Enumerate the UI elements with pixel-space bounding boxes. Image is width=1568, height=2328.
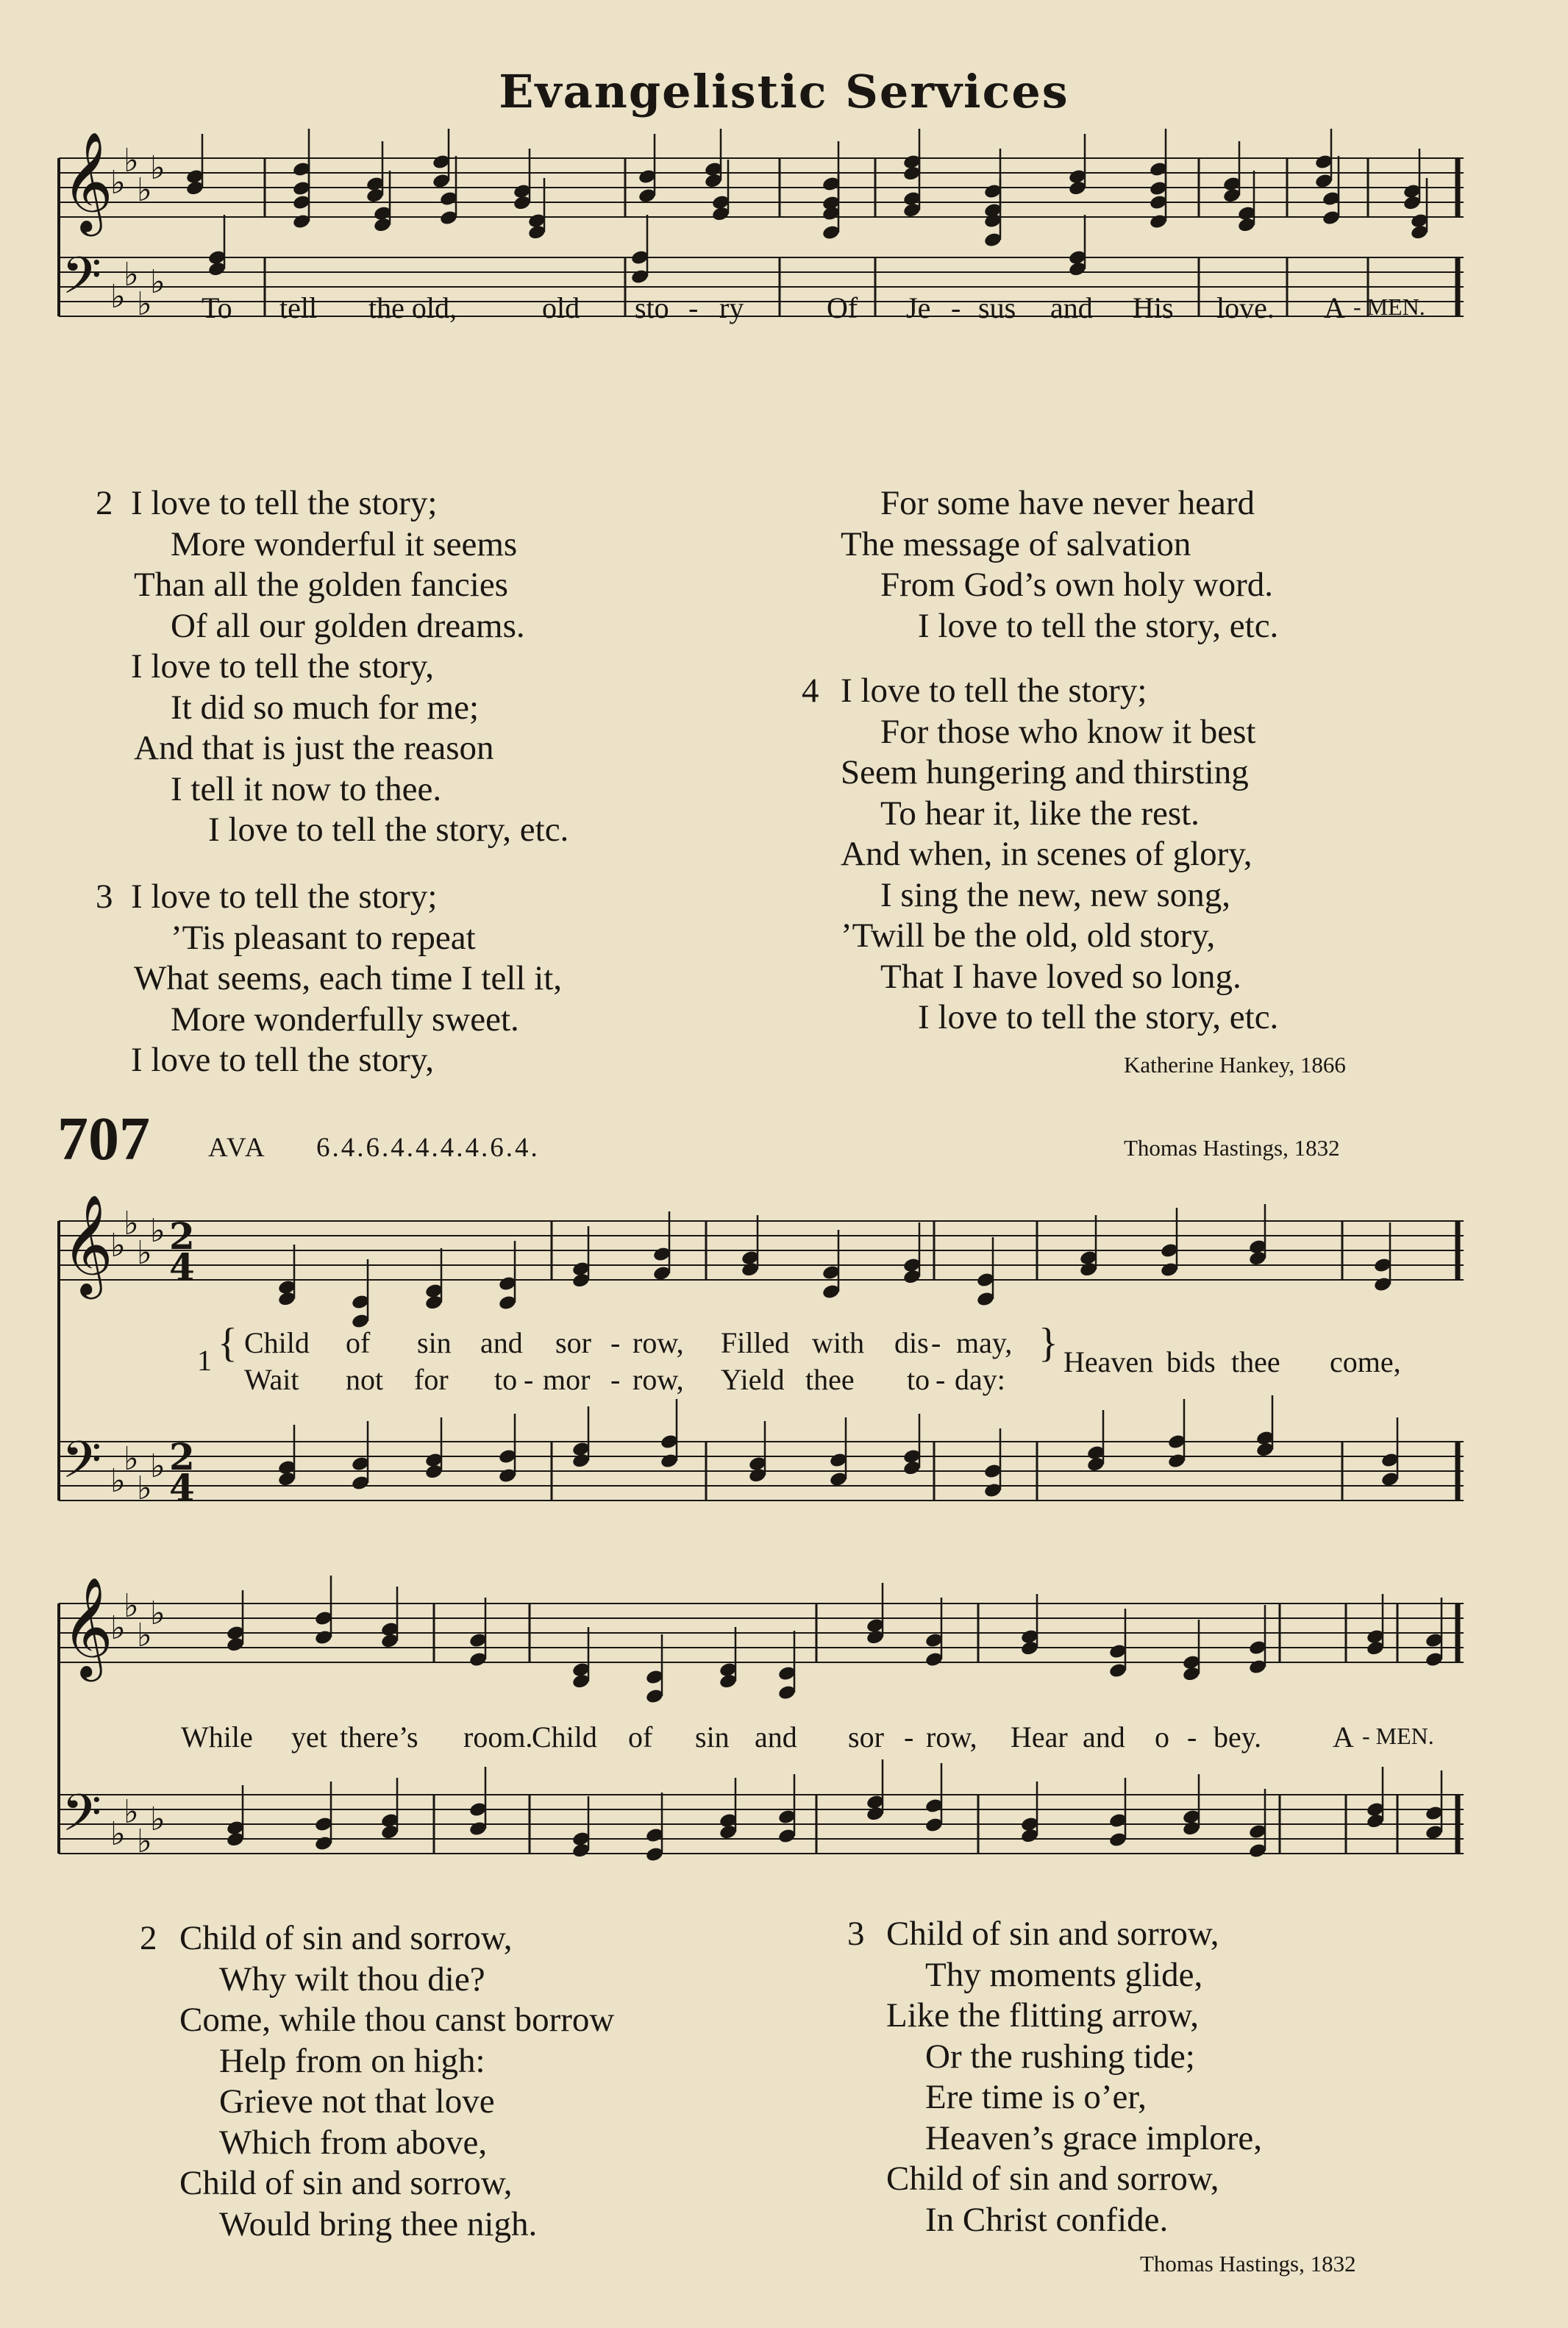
flat-glyph: ♭: [150, 1212, 165, 1250]
lyric-syllable: old: [542, 291, 580, 324]
hymn-706-verse-3-continued: [805, 483, 1278, 647]
flat-glyph: ♭: [137, 1617, 152, 1654]
lyric-syllable: love.: [1216, 291, 1275, 324]
flat-glyph: ♭: [150, 263, 165, 301]
verse-line: ’Tis pleasant to repeat: [171, 918, 476, 957]
flat-glyph: ♭: [150, 1448, 165, 1485]
verse-line: Than all the golden fancies: [134, 566, 508, 604]
verse-line: For those who know it best: [880, 712, 1256, 751]
flat-glyph: ♭: [150, 1595, 165, 1632]
lyric-syllable: Filled: [721, 1326, 790, 1359]
lyric-syllable: and: [755, 1720, 797, 1754]
bass-clef-glyph: 𝄢: [62, 246, 102, 318]
lyric-syllable: there’s: [340, 1720, 418, 1754]
hymn-707-verse-3: [847, 1914, 1262, 2240]
verse-refrain: I love to tell the story, etc.: [918, 606, 1279, 645]
verse-line: Child of sin and sorrow,: [886, 2160, 1219, 2198]
lyric-syllable: A: [1324, 291, 1345, 324]
lyric-syllable: A: [1333, 1720, 1354, 1754]
lyric-syllable: to: [907, 1363, 930, 1396]
left-brace-glyph: {: [218, 1320, 238, 1366]
verse-line: Thy moments glide,: [925, 1955, 1203, 1994]
lyric-syllable: - MEN.: [1353, 293, 1425, 320]
lyric-syllable: To: [202, 291, 232, 324]
lyric-syllable: come,: [1330, 1345, 1401, 1378]
flat-glyph: ♭: [137, 171, 152, 209]
flat-glyph: ♭: [124, 1587, 139, 1625]
lyric-syllable: -: [610, 1363, 621, 1396]
verse-number: 2: [96, 484, 113, 522]
verse-refrain: I love to tell the story, etc.: [208, 811, 569, 849]
flat-glyph: ♭: [124, 142, 139, 179]
lyric-syllable: may,: [956, 1326, 1013, 1359]
lyric-syllable: of: [628, 1720, 653, 1754]
verse-number: 2: [140, 1919, 157, 1957]
verse-line: I love to tell the story;: [131, 484, 438, 522]
verse-line: Seem hungering and thirsting: [841, 753, 1249, 791]
lyric-syllable: Je: [906, 291, 931, 324]
flat-glyph: ♭: [110, 164, 126, 202]
verse-line: From God’s own holy word.: [880, 566, 1273, 604]
lyric-syllable: not: [346, 1363, 384, 1396]
verse-line: Grieve not that love: [219, 2082, 495, 2121]
lyric-syllable: the old,: [368, 291, 457, 324]
lyric-syllable: room.: [463, 1720, 533, 1754]
verse-line: Like the flitting arrow,: [886, 1996, 1200, 2035]
lyric-syllable: bids: [1166, 1345, 1216, 1378]
bass-clef-glyph: 𝄢: [62, 1430, 102, 1502]
verse-line: I love to tell the story;: [131, 878, 438, 916]
lyric-syllable: Heaven: [1063, 1345, 1154, 1378]
lyric-syllable: While: [181, 1720, 253, 1754]
hymn-706-verse-4: [802, 671, 1278, 1039]
lyric-syllable: yet: [291, 1720, 327, 1754]
verse-line: Why wilt thou die?: [219, 1959, 485, 1998]
lyric-syllable: - MEN.: [1362, 1723, 1434, 1749]
lyric-syllable: sto: [635, 291, 669, 324]
tune-name: AVA: [208, 1133, 267, 1163]
flat-glyph: ♭: [137, 1823, 152, 1860]
lyric-syllable: ry: [719, 291, 744, 324]
verse-line: ’Twill be the old, old story,: [841, 916, 1216, 955]
lyric-syllable: for: [414, 1363, 449, 1396]
verse-line: Which from above,: [219, 2123, 488, 2162]
lyric-syllable: Child: [244, 1326, 310, 1359]
flat-glyph: ♭: [137, 1234, 152, 1272]
right-brace-glyph: }: [1038, 1320, 1058, 1366]
verse-line: I sing the new, new song,: [880, 875, 1231, 914]
time-signature-top: 2: [169, 1214, 195, 1258]
lyric-syllable: thee: [805, 1363, 855, 1396]
flat-glyph: ♭: [124, 256, 139, 293]
flat-glyph: ♭: [110, 1462, 126, 1500]
lyric-syllable: mor: [543, 1363, 591, 1396]
hymn-706-verse-2: [96, 483, 569, 851]
verse-line: That I have loved so long.: [880, 957, 1241, 996]
verse-line: The message of salvation: [841, 524, 1191, 563]
lyric-syllable: row,: [632, 1363, 684, 1396]
lyric-syllable: and: [1050, 291, 1093, 324]
lyric-syllable: -: [524, 1363, 534, 1396]
verse-number: 4: [802, 672, 819, 710]
verse-refrain: I love to tell the story, etc.: [918, 998, 1279, 1036]
composer: Thomas Hastings, 1832: [1124, 1135, 1340, 1161]
lyric-syllable: -: [951, 291, 961, 324]
verse-line: In Christ confide.: [925, 2200, 1169, 2239]
lyric-syllable: row,: [926, 1720, 977, 1754]
flat-glyph: ♭: [110, 278, 126, 316]
verse-line: Help from on high:: [219, 2041, 485, 2080]
verse-line: Child of sin and sorrow,: [179, 2164, 513, 2202]
verse-line: I love to tell the story;: [841, 672, 1147, 710]
time-signature-bottom: 4: [169, 1245, 195, 1289]
flat-glyph: ♭: [110, 1227, 126, 1264]
lyric-syllable: Hear: [1011, 1720, 1068, 1754]
verse-line: For some have never heard: [880, 484, 1255, 522]
lyric-syllable: to: [494, 1363, 518, 1396]
hymn-706-verse-3: [96, 877, 562, 1081]
lyric-syllable: day:: [955, 1363, 1005, 1396]
lyric-syllable: sor: [848, 1720, 884, 1754]
lyric-syllable: bey.: [1214, 1720, 1262, 1754]
flat-glyph: ♭: [110, 1609, 126, 1647]
hymn-number: 707: [57, 1105, 150, 1173]
flat-glyph: ♭: [150, 149, 165, 187]
lyric-syllable: -: [688, 291, 699, 324]
section-title: Evangelistic Services: [499, 65, 1069, 118]
verse-line: I love to tell the story,: [131, 1041, 435, 1079]
lyric-syllable: -: [931, 1326, 941, 1359]
verse-line: More wonderful it seems: [171, 524, 518, 563]
verse-line: Ere time is o’er,: [925, 2078, 1147, 2116]
verse-line: It did so much for me;: [171, 688, 480, 727]
lyric-syllable: and: [1083, 1720, 1125, 1754]
flat-glyph: ♭: [137, 1470, 152, 1507]
verse-line: Heaven’s grace implore,: [925, 2118, 1263, 2157]
flat-glyph: ♭: [124, 1205, 139, 1242]
verse-number: 1: [197, 1344, 212, 1377]
verse-line: I tell it now to thee.: [171, 769, 442, 808]
flat-glyph: ♭: [110, 1815, 126, 1853]
lyric-syllable: tell: [279, 291, 318, 324]
lyric-syllable: -: [904, 1720, 914, 1754]
time-signature-bottom: 4: [169, 1466, 195, 1509]
bass-clef-glyph: 𝄢: [62, 1783, 102, 1855]
lyric-syllable: of: [346, 1326, 371, 1359]
lyric-syllable: Wait: [244, 1363, 299, 1396]
lyric-syllable: -: [1187, 1720, 1197, 1754]
verse-line: To hear it, like the rest.: [880, 794, 1200, 833]
flat-glyph: ♭: [124, 1440, 139, 1478]
lyric-syllable: Child: [532, 1720, 597, 1754]
verse-line: What seems, each time I tell it,: [134, 959, 563, 997]
hymn-707-verse-2: [140, 1918, 614, 2245]
lyric-syllable: sor: [555, 1326, 591, 1359]
treble-clef-glyph: 𝄞: [62, 130, 113, 232]
lyric-syllable: Of: [827, 291, 858, 324]
flat-glyph: ♭: [124, 1793, 139, 1831]
hymn-707-author: Thomas Hastings, 1832: [1140, 2251, 1356, 2277]
verse-line: Would bring thee nigh.: [219, 2204, 538, 2243]
lyric-syllable: His: [1133, 291, 1174, 324]
verse-line: Child of sin and sorrow,: [179, 1919, 513, 1957]
verse-line: And that is just the reason: [134, 729, 494, 767]
lyric-syllable: Yield: [721, 1363, 785, 1396]
lyric-syllable: dis: [894, 1326, 929, 1359]
lyric-syllable: sin: [417, 1326, 452, 1359]
flat-glyph: ♭: [137, 285, 152, 323]
verse-line: Or the rushing tide;: [925, 2037, 1195, 2076]
lyric-syllable: o: [1155, 1720, 1169, 1754]
treble-clef-glyph: 𝄞: [62, 1193, 113, 1295]
lyric-syllable: and: [480, 1326, 523, 1359]
verse-line: More wonderfully sweet.: [171, 1000, 519, 1039]
verse-line: Child of sin and sorrow,: [886, 1915, 1219, 1953]
verse-line: Of all our golden dreams.: [171, 606, 525, 645]
lyric-syllable: thee: [1231, 1345, 1280, 1378]
meter: 6.4.6.4.4.4.4.6.4.: [316, 1133, 540, 1163]
verse-line: Come, while thou canst borrow: [179, 2001, 615, 2039]
time-signature-top: 2: [169, 1435, 195, 1478]
lyric-syllable: with: [812, 1326, 865, 1359]
verse-number: 3: [96, 878, 113, 916]
treble-clef-glyph: 𝄞: [62, 1576, 113, 1677]
lyric-syllable: sus: [978, 291, 1016, 324]
verse-line: I love to tell the story,: [131, 647, 435, 686]
lyric-syllable: -: [610, 1326, 621, 1359]
lyric-syllable: sin: [695, 1720, 730, 1754]
hymn-706-author: Katherine Hankey, 1866: [1124, 1052, 1346, 1078]
verse-number: 3: [847, 1915, 865, 1953]
lyric-syllable: row,: [632, 1326, 684, 1359]
lyric-syllable: -: [936, 1363, 946, 1396]
flat-glyph: ♭: [150, 1801, 165, 1838]
verse-line: And when, in scenes of glory,: [841, 835, 1252, 873]
